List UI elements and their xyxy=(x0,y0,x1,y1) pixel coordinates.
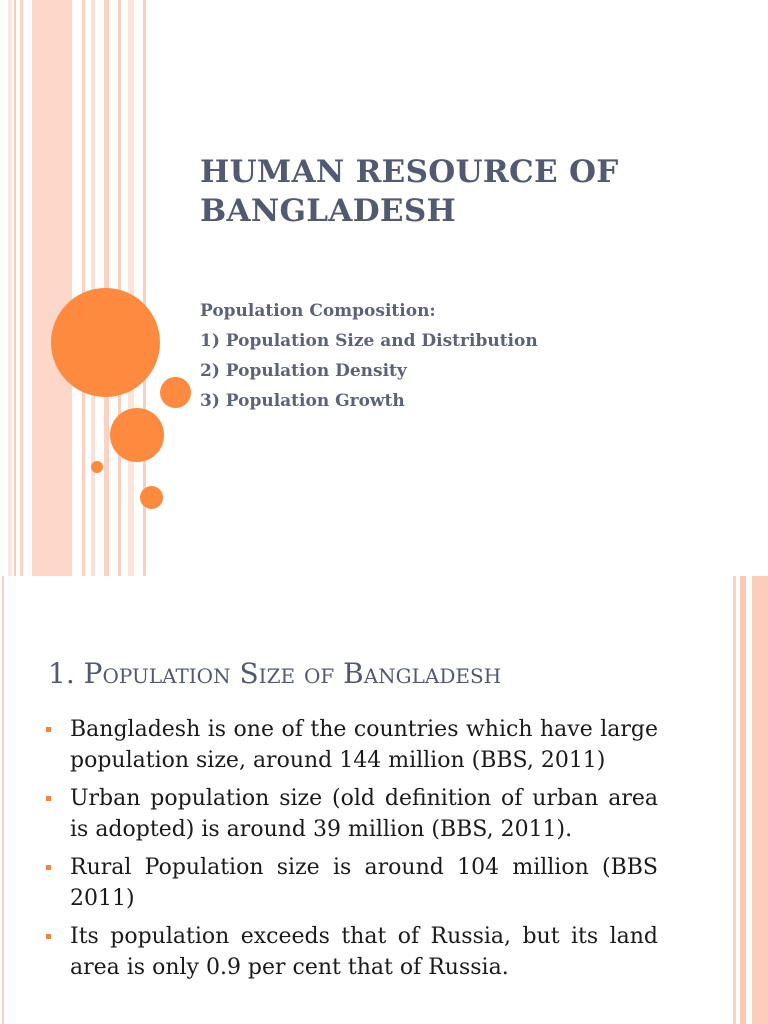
bullet-item xyxy=(46,714,658,776)
bullet-list xyxy=(46,714,658,990)
decor-stripe xyxy=(2,576,4,1024)
bullet-text: Urban population size (old definition of urban area is adopted) is around 39 million (BBS, 2011). xyxy=(70,786,658,842)
bullet-item xyxy=(46,852,658,914)
bullet-marker xyxy=(46,727,51,732)
decor-circle xyxy=(160,377,191,408)
decor-stripe xyxy=(82,0,85,576)
subtitle-line: 3) Population Growth xyxy=(200,391,405,411)
subtitle-list xyxy=(200,296,720,416)
decor-circle xyxy=(110,408,164,462)
decor-circle xyxy=(140,486,163,509)
decor-stripe xyxy=(733,576,736,1024)
slide-heading: 1. Population Size of Bangladesh xyxy=(48,657,502,690)
decor-circle xyxy=(51,288,160,397)
decor-stripe xyxy=(752,576,768,1024)
bullet-text: Its population exceeds that of Russia, but its land area is only 0.9 per cent that of Russia. xyxy=(70,924,658,980)
slide-title: HUMAN RESOURCE OF BANGLADESH xyxy=(200,154,619,229)
decor-stripe xyxy=(8,0,12,576)
bullet-marker xyxy=(46,934,51,939)
bullet-text: Bangladesh is one of the countries which have large population size, around 144 million (BBS, 2011) xyxy=(70,717,658,773)
decor-stripe xyxy=(128,0,134,576)
bullet-item xyxy=(46,783,658,845)
decor-stripe xyxy=(118,0,121,576)
bullet-item xyxy=(46,921,658,983)
subtitle-line: 1) Population Size and Distribution xyxy=(200,331,538,351)
bullet-marker xyxy=(46,796,51,801)
subtitle-line: 2) Population Density xyxy=(200,361,407,381)
decor-stripe xyxy=(740,576,746,1024)
decor-stripe xyxy=(32,0,72,576)
bullet-text: Rural Population size is around 104 million (BBS 2011) xyxy=(70,855,658,911)
subtitle-line: Population Composition: xyxy=(200,301,436,321)
decor-stripe xyxy=(14,0,16,576)
decor-circle xyxy=(91,461,103,473)
decor-stripe xyxy=(20,0,23,576)
bullet-marker xyxy=(46,865,51,870)
